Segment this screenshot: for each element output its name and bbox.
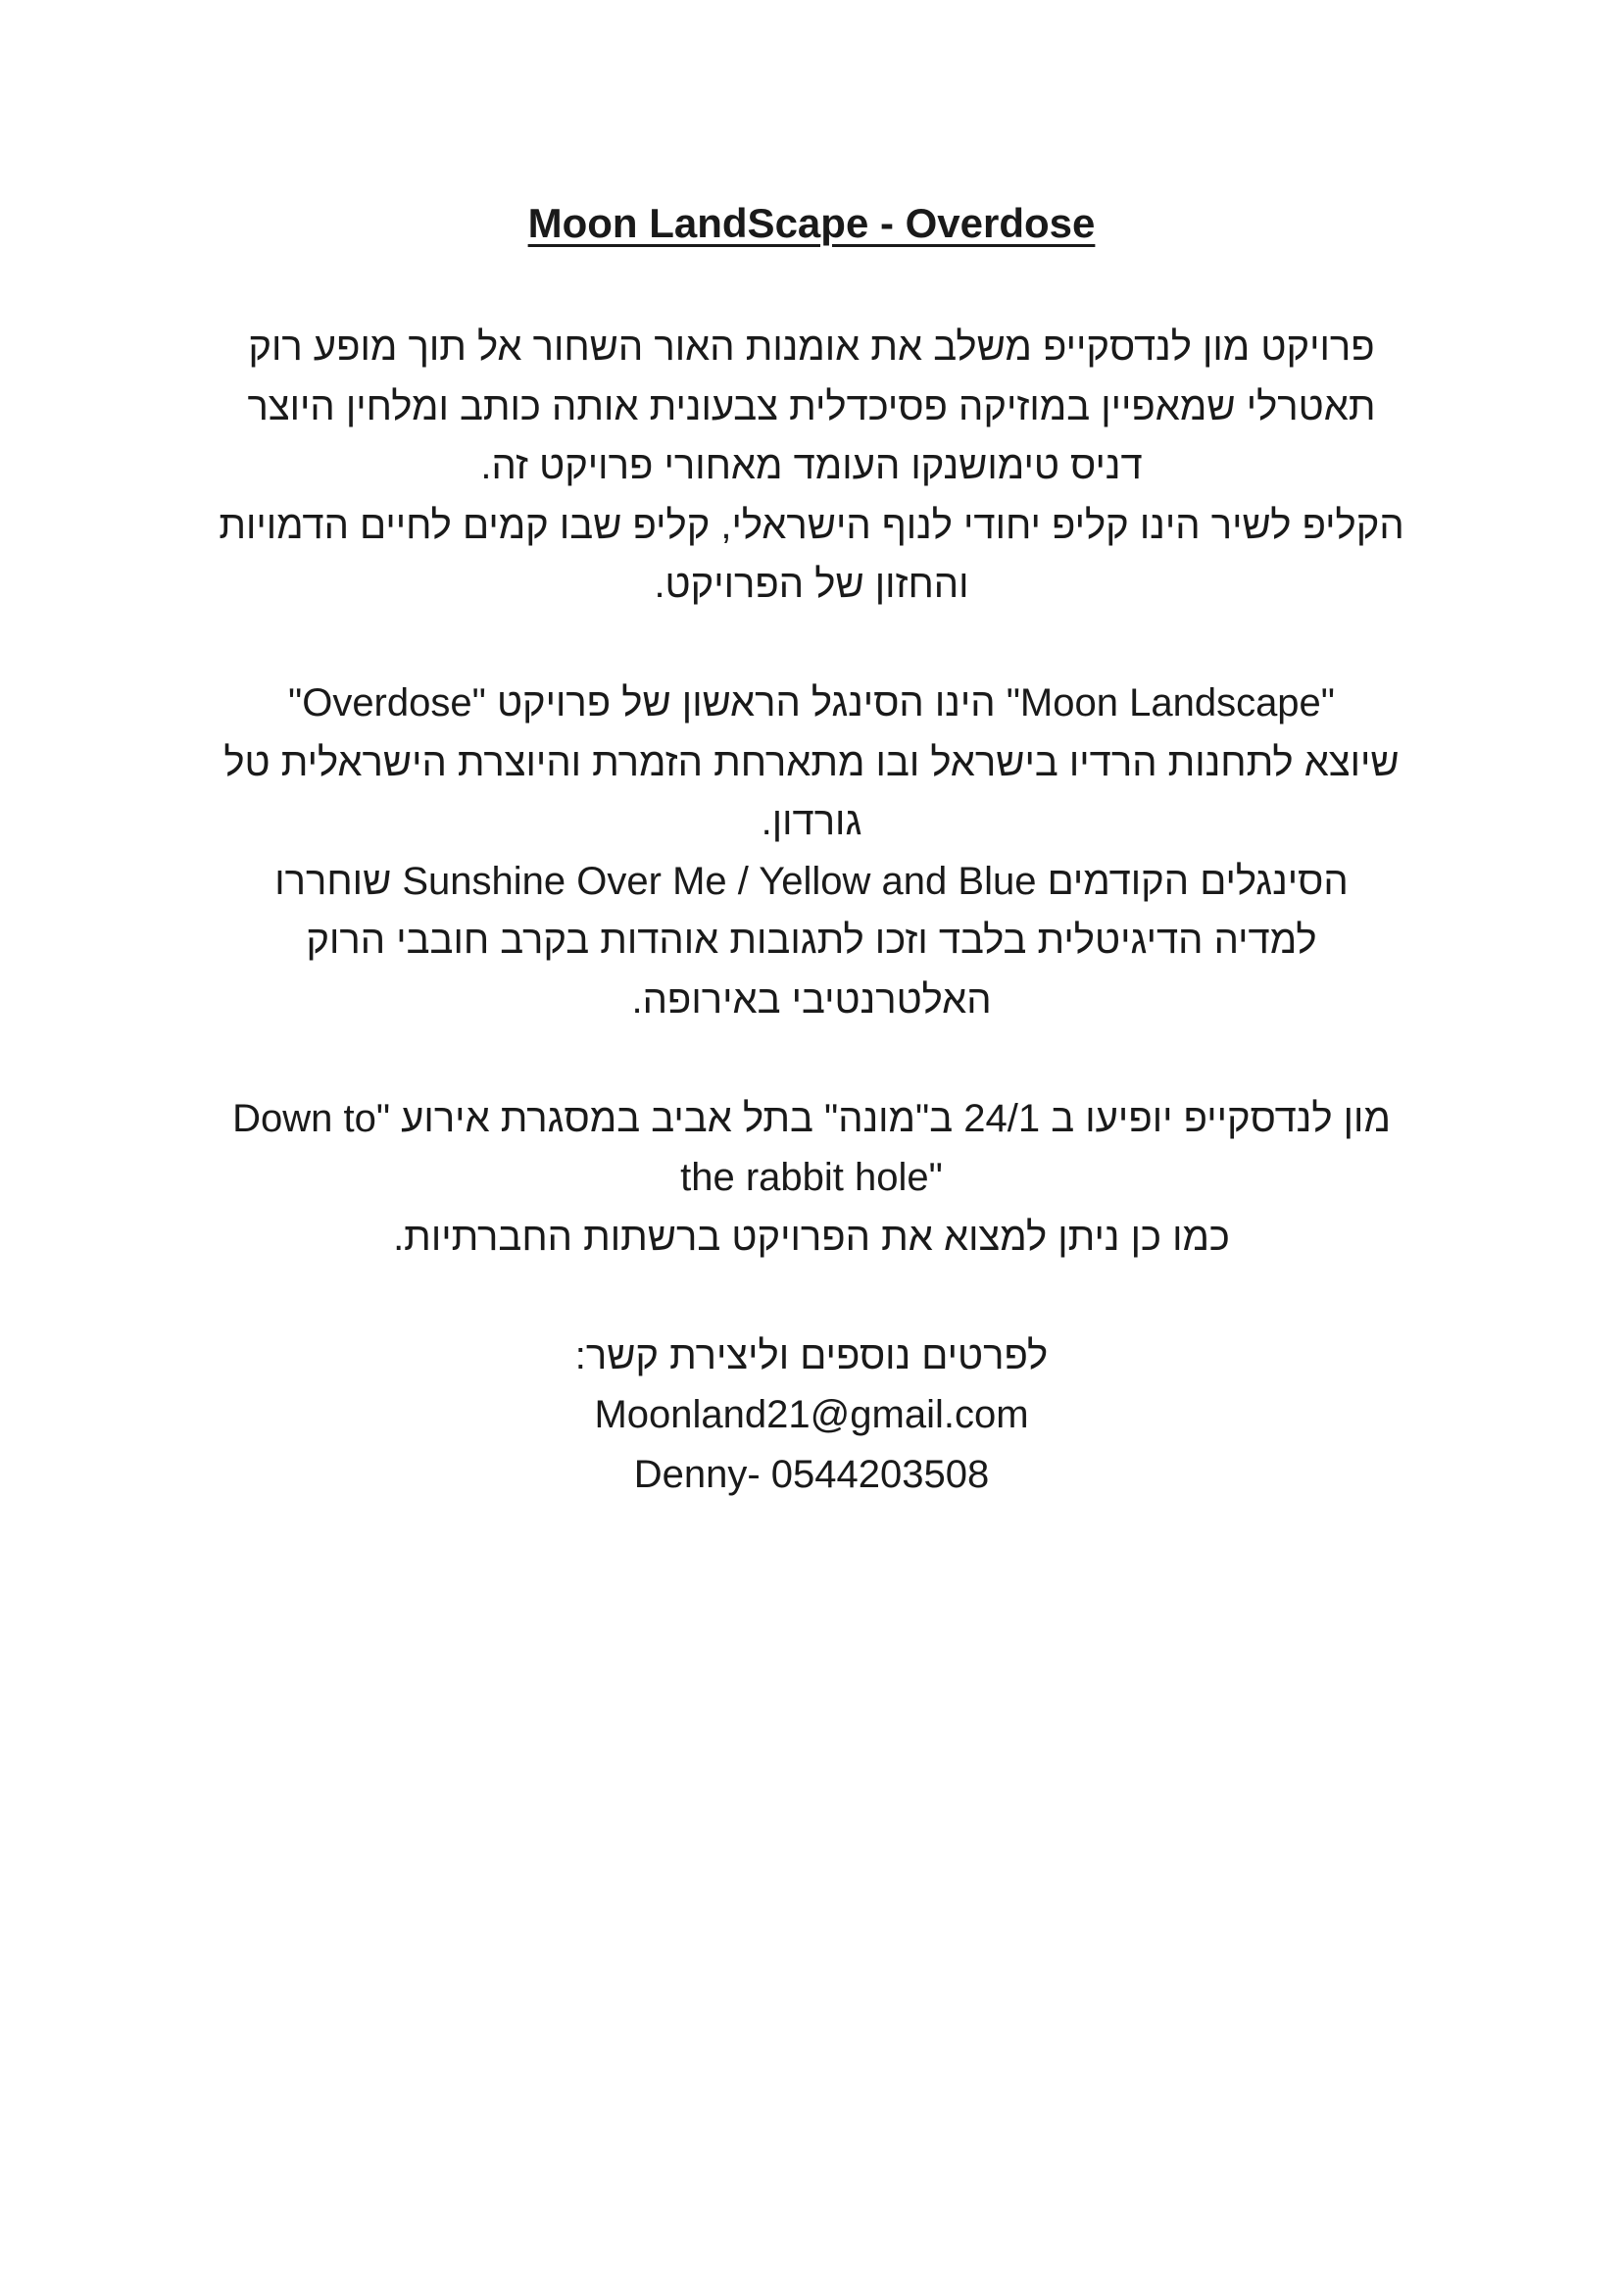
- single-line-1: "Overdose" הינו הסינגל הראשון של פרויקט "Moon Landscape": [288, 681, 1335, 724]
- contact-heading: לפרטים נוספים וליצירת קשר:: [574, 1333, 1049, 1377]
- paragraph-contact: [194, 1326, 1429, 1505]
- event-line-3: כמו כן ניתן למצוא את הפרויקט ברשתות החברתיות.: [393, 1215, 1230, 1259]
- intro-line-2: תאטרלי שמאפיין במוזיקה פסיכדלית צבעונית אותה כותב ומלחין היוצר: [247, 384, 1376, 428]
- single-line-4: הסינגלים הקודמים Sunshine Over Me / Yellow and Blue שוחררו: [274, 859, 1349, 903]
- contact-email: Moonland21@gmail.com: [594, 1393, 1029, 1436]
- document-title: Moon LandScape - Overdose: [527, 200, 1096, 246]
- contact-phone: Denny- 0544203508: [633, 1452, 990, 1496]
- document-body: [194, 318, 1429, 1564]
- event-line-2: the rabbit hole": [680, 1156, 943, 1199]
- intro-line-4: הקליפ לשיר הינו קליפ יחודי לנוף הישראלי, קליפ שבו קמים לחיים הדמויות: [219, 503, 1404, 547]
- intro-line-3: דניס טימושנקו העומד מאחורי פרויקט זה.: [480, 444, 1143, 487]
- paragraph-event: [194, 1089, 1429, 1268]
- single-line-5: למדיה הדיגיטלית בלבד וזכו לתגובות אוהדות בקרב חובבי הרוק: [306, 919, 1317, 962]
- event-line-1: מון לנדסקייפ יופיעו ב 24/1 ב"מונה" בתל אביב במסגרת אירוע "Down to: [232, 1096, 1391, 1140]
- intro-line-5: והחזון של הפרויקט.: [654, 563, 969, 606]
- single-line-3: גורדון.: [761, 800, 862, 843]
- single-line-2: שיוצא לתחנות הרדיו בישראל ובו מתארחת הזמרת והיוצרת הישראלית טל: [223, 740, 1400, 784]
- single-line-6: האלטרנטיבי באירופה.: [631, 977, 992, 1022]
- intro-line-1: פרויקט מון לנדסקייפ משלב את אומנות האור השחור אל תוך מופע רוק: [248, 325, 1375, 369]
- paragraph-single: [194, 674, 1429, 1029]
- paragraph-intro: [194, 318, 1429, 615]
